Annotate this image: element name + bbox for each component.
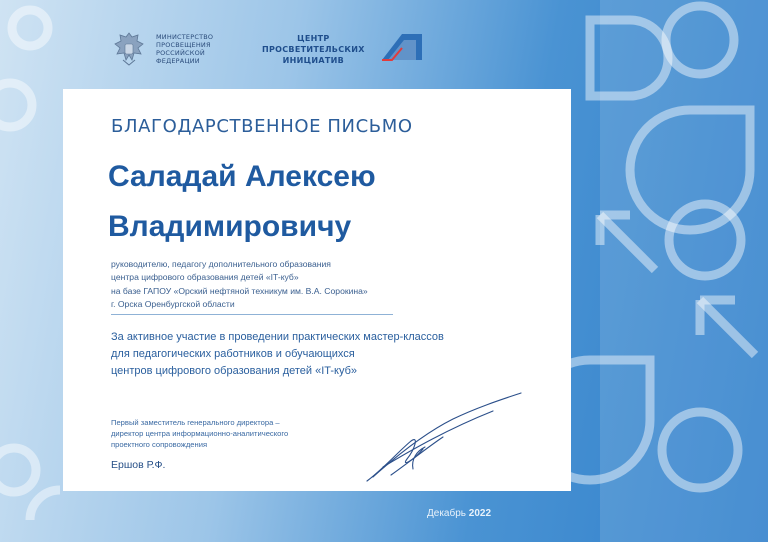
header [0,26,768,71]
ministry-name: МИНИСТЕРСТВО ПРОСВЕЩЕНИЯ РОССИЙСКОЙ ФЕДЕРАЦИИ [156,33,214,65]
signer-title: Первый заместитель генерального директора – директор центра информационно-аналитического проектного сопровождения [111,418,289,449]
center-logo-text: ЦЕНТР ПРОСВЕТИТЕЛЬСКИХ ИНИЦИАТИВ [262,34,365,65]
handwritten-signature [353,389,528,484]
recipient-name [108,152,376,252]
footer-month: Декабрь [426,508,466,519]
recipient-position: руководителю, педагогу дополнительного образования центра цифрового образования детей «IT-куб» на базе ГАПОУ «Орский нефтяной техникум им. В.А. Сорокина» г. Орска Оренбургской области [111,259,368,310]
document-title: БЛАГОДАРСТВЕННОЕ ПИСЬМО [111,116,413,137]
recipient-name-line-2: Владимировичу [108,210,352,243]
divider [111,314,393,315]
footer-year: 2022 [468,508,492,519]
letter-card [63,89,571,491]
coat-of-arms-icon [110,30,148,68]
ministry-logo [110,30,213,68]
national-projects-logo-icon [378,30,428,66]
signer-name: Ершов Р.Ф. [111,459,166,471]
date-footer [0,508,768,519]
gratitude-reason: За активное участие в проведении практических мастер-классов для педагогических работников и обучающихся центров цифрового образования детей «IT-куб» [111,331,444,377]
recipient-name-line-1: Саладай Алексею [108,160,376,193]
